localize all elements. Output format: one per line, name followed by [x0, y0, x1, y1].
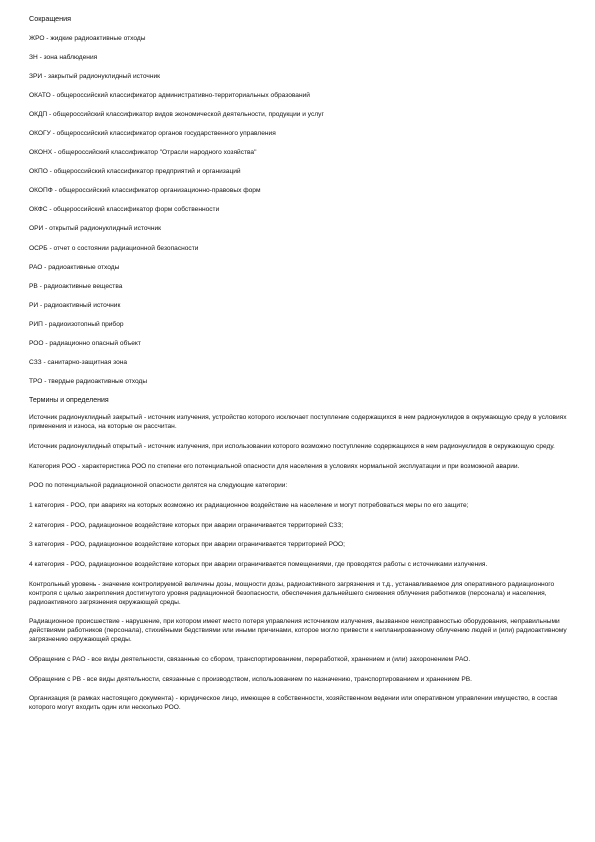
document-page	[29, 14, 569, 724]
abbreviation-item: РВ - радиоактивные вещества	[29, 282, 123, 290]
abbreviation-item: СЗЗ - санитарно-защитная зона	[29, 359, 128, 367]
definition-paragraph: 3 категория - РОО, радиационное воздействие которых при аварии ограничивается территорией РОО;	[29, 541, 345, 549]
abbreviation-item: РИП - радиоизотопный прибор	[29, 320, 124, 328]
abbreviation-item: ОКАТО - общероссийский классификатор административно-территориальных образований	[29, 91, 310, 99]
definition-paragraph: Источник радионуклидный открытый - источник излучения, при использовании которого возможно поступление содержащихся в нем радионуклидов в окружающую среду.	[29, 442, 555, 450]
abbreviation-item: ТРО - твердые радиоактивные отходы	[29, 378, 148, 386]
abbreviation-item: ЗН - зона наблюдения	[29, 53, 98, 61]
abbreviation-item: ОСРБ - отчет о состоянии радиационной безопасности	[29, 244, 199, 252]
abbreviation-item: ЖРО - жидкие радиоактивные отходы	[29, 34, 146, 42]
definition-paragraph: Категория РОО - характеристика РОО по степени его потенциальной опасности для населения в условиях нормальной эксплуатации и при возможной аварии.	[29, 462, 520, 470]
abbreviation-item: РОО - радиационно опасный объект	[29, 340, 141, 347]
abbreviation-item: ОКПО - общероссийский классификатор предприятий и организаций	[29, 168, 241, 176]
abbreviation-item: РАО - радиоактивные отходы	[29, 263, 120, 271]
abbreviation-item: ОКФС - общероссийский классификатор форм собственности	[29, 206, 220, 214]
definition-paragraph: Организация (в рамках настоящего документа) - юридическое лицо, имеющее в собственности, хозяйственном ведении или оперативном управлении имущество, в состав которого могут входить один или несколько РОО.	[29, 695, 558, 712]
definition-paragraph: Обращение с РАО - все виды деятельности, связанные со сбором, транспортированием, переработкой, хранением и (или) захоронением РАО.	[29, 655, 471, 663]
definition-paragraph: Источник радионуклидный закрытый - источник излучения, устройство которого исключает поступление содержащихся в нем радионуклидов в окружающую среду в условиях применения и износа, на которые он рассчитан.	[29, 414, 567, 431]
definitions-list	[29, 414, 569, 713]
abbreviation-item: ОКДП - общероссийский классификатор видов экономической деятельности, продукции и услуг	[29, 110, 324, 118]
abbreviations-list	[29, 34, 569, 387]
abbreviation-item: ЗРИ - закрытый радионуклидный источник	[29, 72, 161, 80]
definition-paragraph: РОО по потенциальной радиационной опасности делятся на следующие категории:	[29, 482, 288, 490]
definition-paragraph: Радиационное происшествие - нарушение, при котором имеет место потеря управления источником излучения, вызванное неисправностью оборудования, неправильными действиями работников (персонала), стихийными бедствиями или иными причинами, которое могло привести к непланированному облучению людей и (или) радиоактивному загрязнению окружающей среды.	[29, 618, 567, 644]
definition-paragraph: Обращение с РВ - все виды деятельности, связанные с производством, использованием по назначению, транспортированием и хранением РВ.	[29, 675, 473, 683]
definition-paragraph: 2 категория - РОО, радиационное воздействие которых при аварии ограничивается территорией СЗЗ;	[29, 521, 344, 529]
abbreviation-item: ОКОНХ - общероссийский классификатор "Отрасли народного хозяйства"	[29, 149, 257, 157]
terms-heading: Термины и определения	[29, 397, 109, 405]
definition-paragraph: 4 категория - РОО, радиационное воздействие которых при аварии ограничивается помещениями, где проводятся работы с источниками излучения.	[29, 561, 488, 569]
abbreviation-item: ОКОГУ - общероссийский классификатор органов государственного управления	[29, 129, 276, 137]
abbreviation-item: РИ - радиоактивный источник	[29, 301, 121, 309]
definition-paragraph: 1 категория - РОО, при авариях на которых возможно их радиационное воздействие на население и могут потребоваться меры по его защите;	[29, 502, 469, 509]
definition-paragraph: Контрольный уровень - значение контролируемой величины дозы, мощности дозы, радиоактивного загрязнения и т.д., устанавливаемое для оперативного радиационного контроля с целью закрепления достигнутого уровня радиационной безопасности, обеспечения дальнейшего снижения облучения работников (персонала) и населения, радиоактивного загрязнения окружающей среды.	[29, 580, 555, 606]
abbreviation-item: ОРИ - открытый радионуклидный источник	[29, 225, 162, 233]
abbreviation-item: ОКОПФ - общероссийский классификатор организационно-правовых форм	[29, 187, 261, 195]
abbreviations-heading: Сокращения	[29, 14, 72, 23]
